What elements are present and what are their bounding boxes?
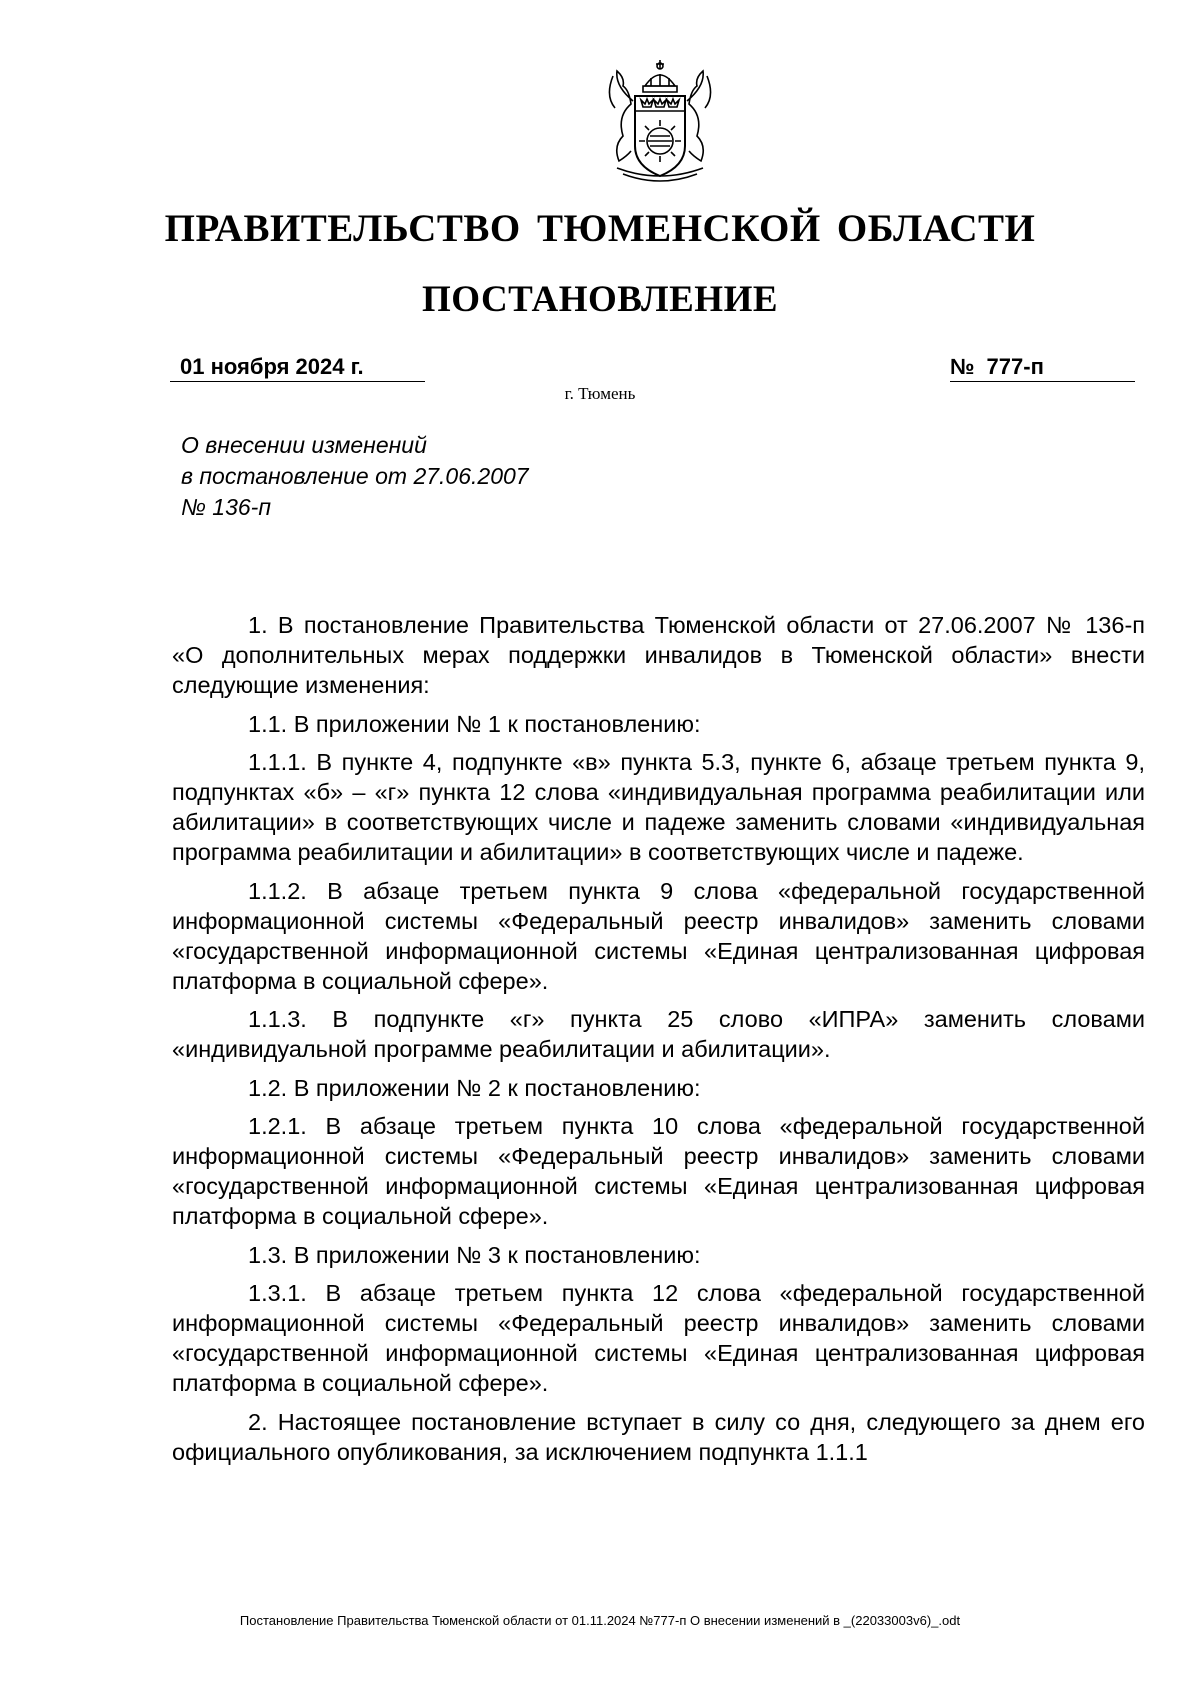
- paragraph: 1.1. В приложении № 1 к постановлению:: [248, 710, 701, 737]
- document-body: [172, 610, 1145, 1475]
- paragraph: 2. Настоящее постановление вступает в силу со дня, следующего за днем его официального опубликования, за исключением подпункта 1.1.1: [172, 1408, 1145, 1465]
- paragraph: 1.1.2. В абзаце третьем пункта 9 слова «федеральной государственной информационной системы «Федеральный реестр инвалидов» заменить словами «государственной информационной системы «Единая централизованная цифровая платформа в социальной сфере».: [172, 877, 1145, 994]
- paragraph: 1.1.3. В подпункте «г» пункта 25 слово «ИПРА» заменить словами «индивидуальной программе реабилитации и абилитации».: [172, 1006, 1145, 1062]
- subject-line: № 136-п: [181, 494, 271, 520]
- document-date: 01 ноября 2024 г.: [170, 353, 425, 382]
- subject-line: О внесении изменений: [181, 432, 427, 458]
- document-number-field: [950, 353, 1135, 382]
- paragraph: 1.2.1. В абзаце третьем пункта 10 слова «федеральной государственной информационной системы «Федеральный реестр инвалидов» заменить словами «государственной информационной системы «Единая централизованная цифровая платформа в социальной сфере».: [172, 1113, 1145, 1229]
- city-name: г. Тюмень: [564, 384, 636, 403]
- coat-of-arms-icon: [595, 56, 725, 186]
- page-footer: Постановление Правительства Тюменской области от 01.11.2024 №777-п О внесении изменений в _(22033003v6)_.odt: [239, 1613, 961, 1628]
- paragraph: 1.3.1. В абзаце третьем пункта 12 слова «федеральной государственной информационной системы «Федеральный реестр инвалидов» заменить словами «государственной информационной системы «Единая централизованная цифровая платформа в социальной сфере».: [172, 1280, 1145, 1396]
- government-title: ПРАВИТЕЛЬСТВО ТЮМЕНСКОЙ ОБЛАСТИ: [164, 207, 1036, 250]
- paragraph: 1.1.1. В пункте 4, подпункте «в» пункта 5.3, пункте 6, абзаце третьем пункта 9, подпунктах «б» – «г» пункта 12 слова «индивидуальная программа реабилитации или абилитации» в соответствующих числе и падеже заменить словами «индивидуальная программа реабилитации и абилитации» в соответствующих числе и падеже.: [172, 749, 1145, 865]
- paragraph: 1. В постановление Правительства Тюменской области от 27.06.2007 № 136-п «О дополнительных мерах поддержки инвалидов в Тюменской области» внести следующие изменения:: [172, 612, 1145, 698]
- subject-line: в постановление от 27.06.2007: [181, 463, 529, 489]
- number-sign: №: [950, 354, 975, 379]
- paragraph: 1.2. В приложении № 2 к постановлению:: [248, 1074, 701, 1101]
- document-number: 777-п: [986, 354, 1044, 379]
- document-type: ПОСТАНОВЛЕНИЕ: [421, 279, 779, 320]
- document-subject: [181, 430, 529, 523]
- paragraph: 1.3. В приложении № 3 к постановлению:: [248, 1241, 701, 1268]
